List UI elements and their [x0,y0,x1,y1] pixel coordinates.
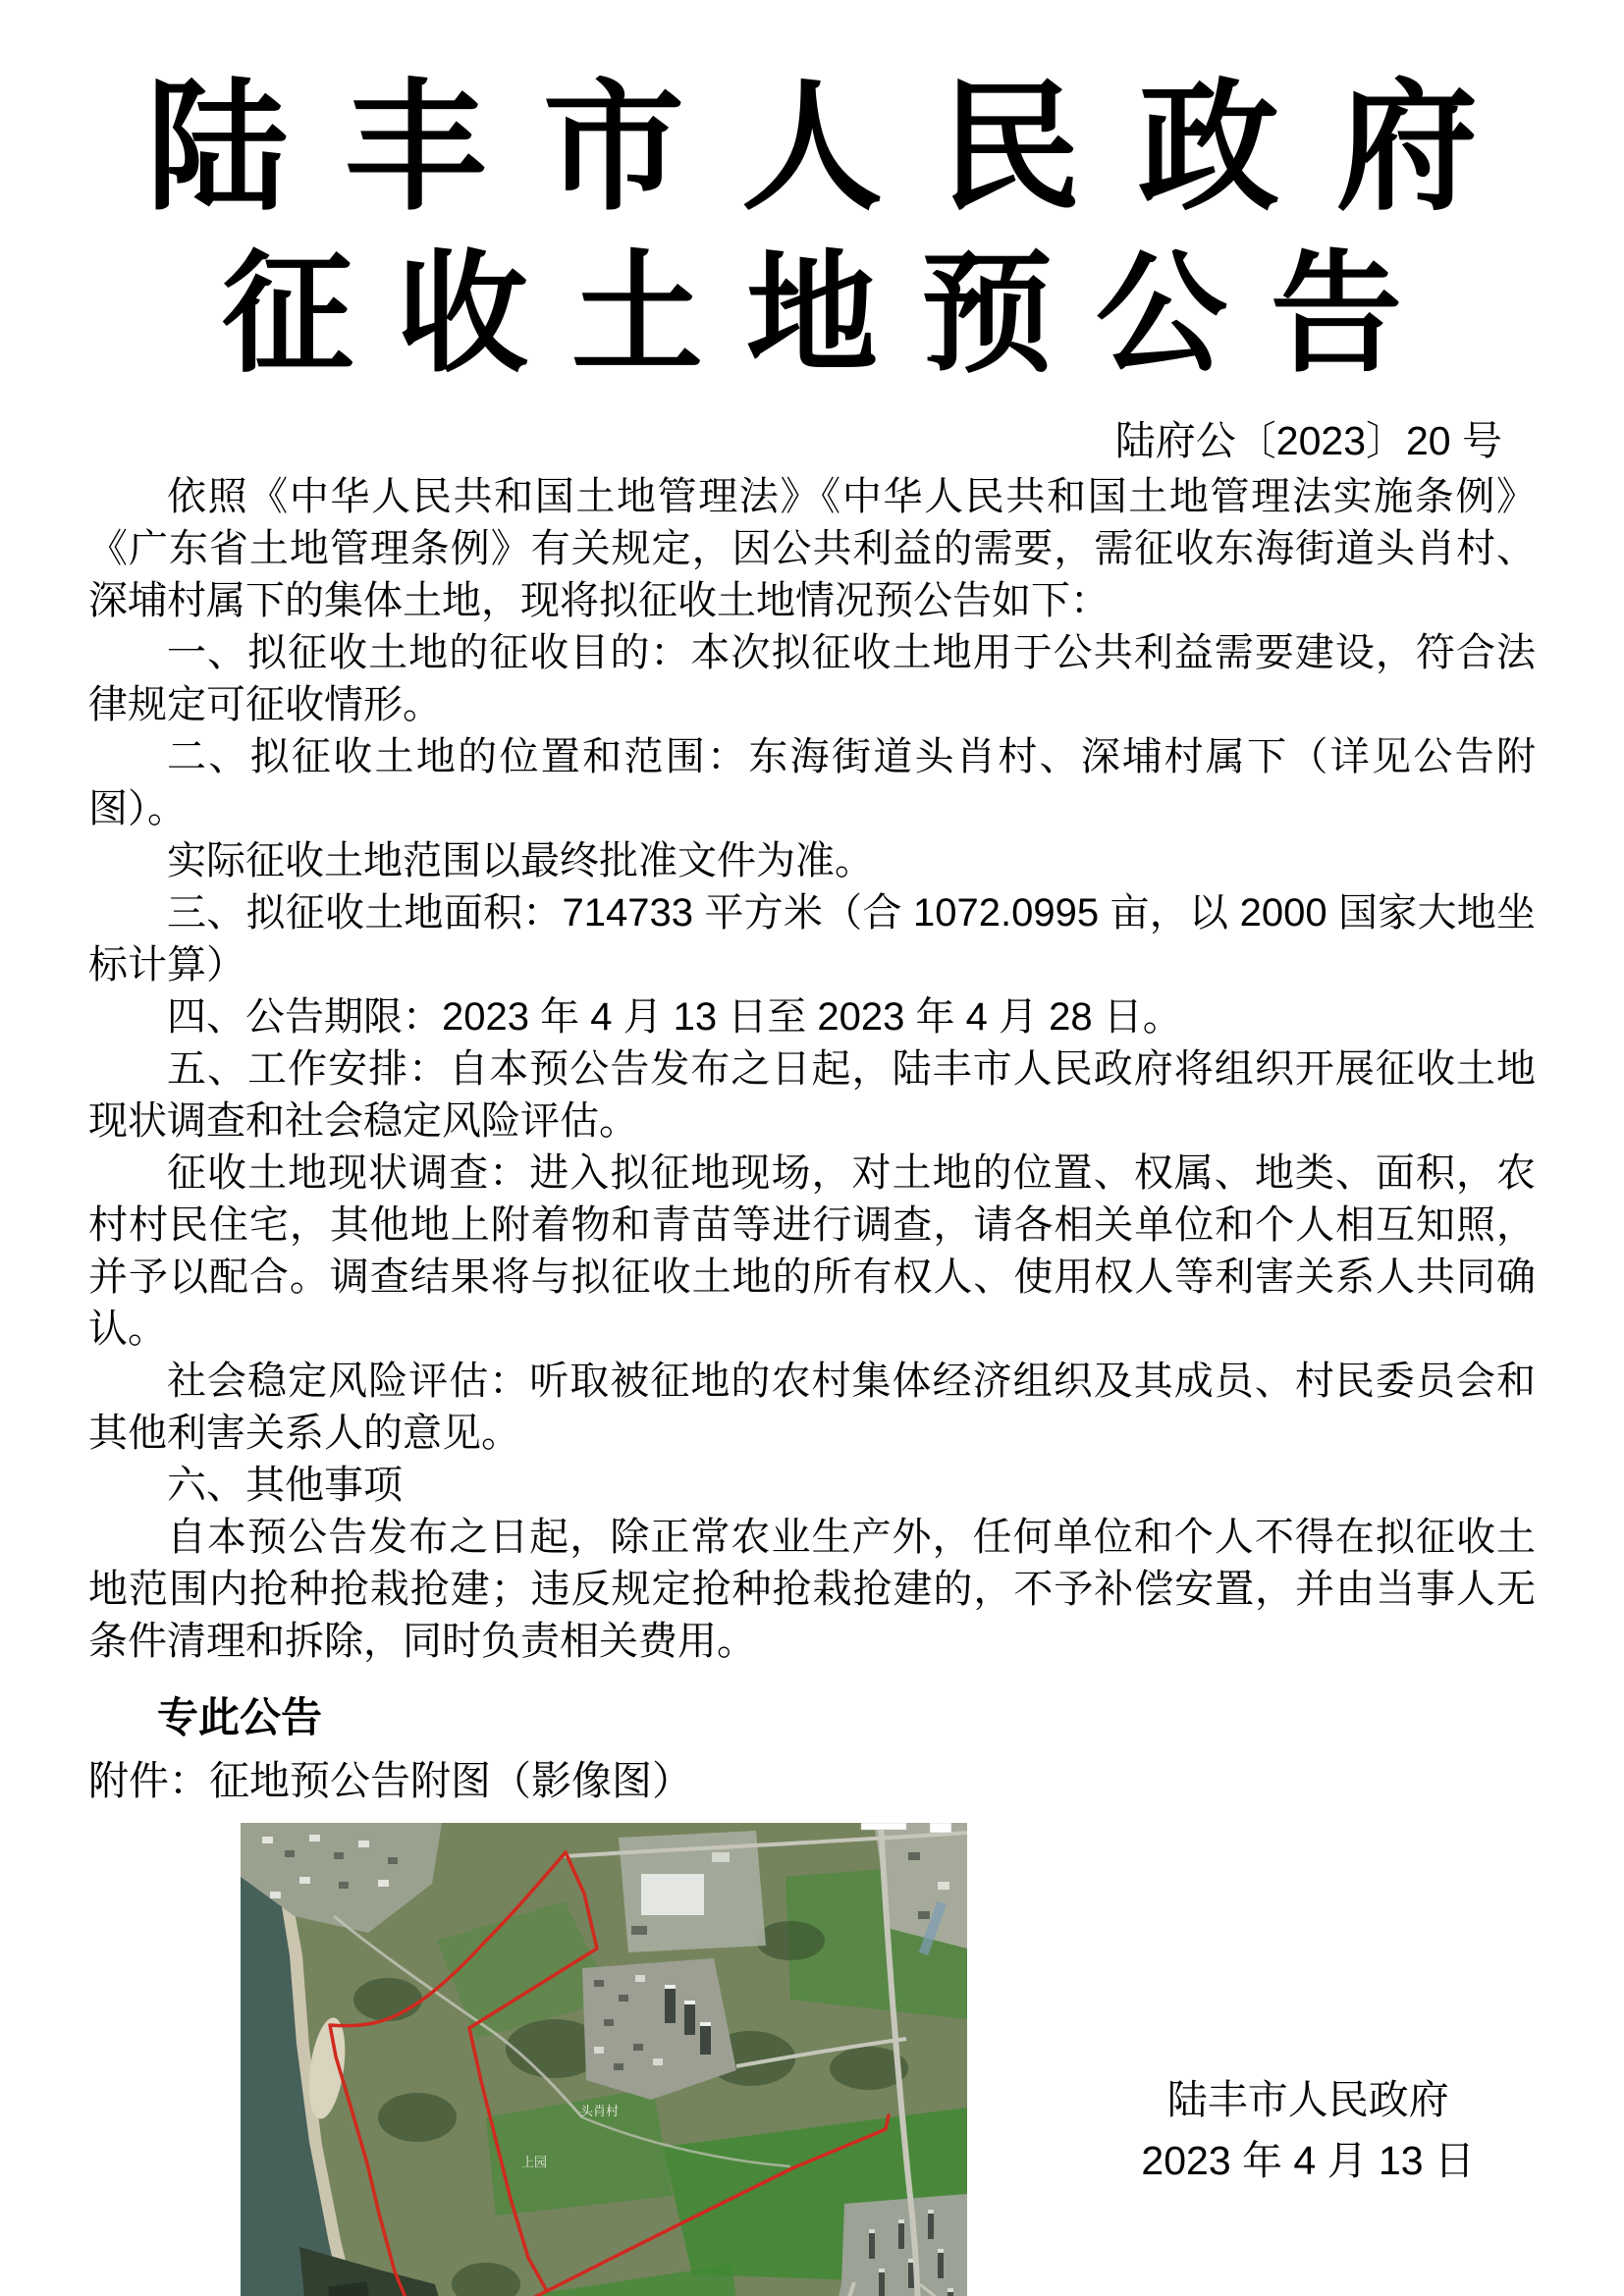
map-label-village: 头肖村 [580,2103,620,2118]
body-paragraph: 自本预公告发布之日起，除正常农业生产外，任何单位和个人不得在拟征收土地范围内抢种抢栽抢建；违反规定抢种抢栽抢建的，不予补偿安置，并由当事人无条件清理和拆除，同时负责相关费用。 [88,1515,1536,1663]
body-paragraph: 实际征收土地范围以最终批准文件为准。 [167,838,874,882]
body-paragraph: 四、公告期限：2023 年 4 月 13 日至 2023 年 4 月 28 日。 [167,994,1182,1039]
body-paragraph: 二、拟征收土地的位置和范围：东海街道头肖村、深埔村属下（详见公告附图）。 [88,734,1536,830]
closing-statement: 专此公告 [157,1695,323,1741]
map-label-village: 上园 [521,2154,548,2169]
body-paragraph: 社会稳定风险评估：听取被征地的农村集体经济组织及其成员、村民委员会和其他利害关系人的意见。 [88,1359,1536,1455]
body-paragraph: 六、其他事项 [167,1463,403,1507]
signature-date: 2023 年 4 月 13 日 [1141,2138,1475,2183]
body-paragraph: 五、工作安排：自本预公告发布之日起，陆丰市人民政府将组织开展征收土地现状调查和社会稳定风险评估。 [88,1046,1536,1143]
document-number: 陆府公〔2023〕20 号 [1114,417,1502,463]
body-paragraph: 依照《中华人民共和国土地管理法》《中华人民共和国土地管理法实施条例》《广东省土地管理条例》有关规定，因公共利益的需要，需征收东海街道头肖村、深埔村属下的集体土地，现将拟征收土地情况预公告如下： [88,474,1536,622]
attachment-label: 附件：征地预公告附图（影像图） [88,1757,692,1803]
body-paragraph: 征收土地现状调查：进入拟征地现场，对土地的位置、权属、地类、面积，农村村民住宅，其他地上附着物和青苗等进行调查，请各相关单位和个人相互知照，并予以配合。调查结果将与拟征收土地的所有权人、使用权人等利害关系人共同确认。 [88,1150,1536,1351]
body-paragraph: 一、拟征收土地的征收目的：本次拟征收土地用于公共利益需要建设，符合法律规定可征收情形。 [88,630,1536,726]
body-paragraph: 三、拟征收土地面积：714733 平方米（合 1072.0995 亩，以 2000 国家大地坐标计算） [88,890,1536,987]
attachment-map [241,1823,967,2296]
signature-block [1141,2069,1475,2191]
signature-org: 陆丰市人民政府 [1166,2077,1449,2122]
page-subtitle: 征收土地预公告 [221,241,1445,388]
document-body [88,471,1536,1807]
page-title: 陆丰市人民政府 [145,72,1535,228]
satellite-image [241,1823,967,2296]
